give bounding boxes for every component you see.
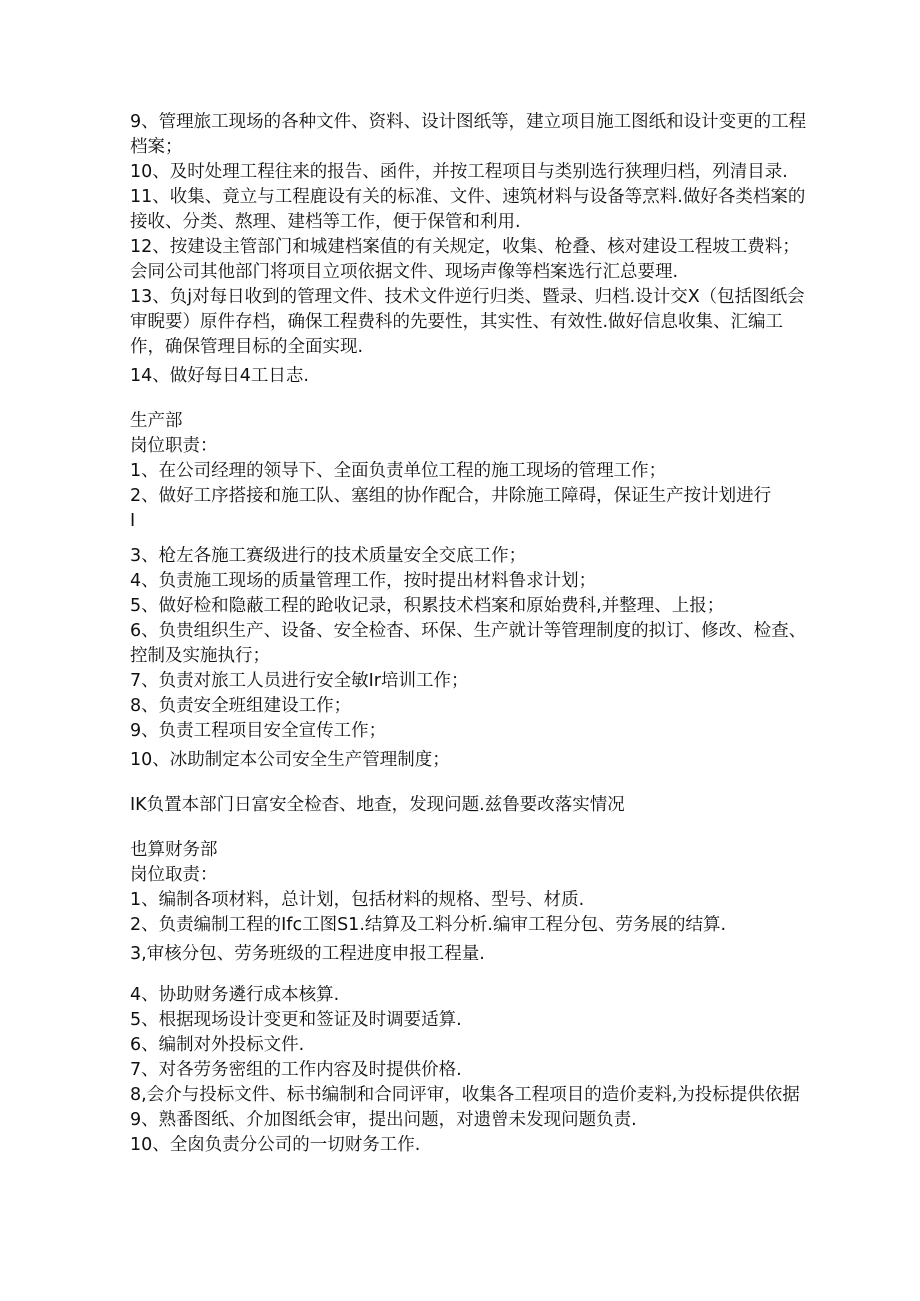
paragraph-production-8: 8、负责安全班组建设工作； [130,696,352,716]
paragraph-archive-11: 11、收集、竟立与工程鹿设有关的标准、文件、速筑材料与设备等烹料.做好各类档案的接收、分类、熬理、建档等工作，便于保管和利用. [130,187,806,232]
paragraph-production-2: 2、做好工序搭接和施工队、塞组的协作配合，井除施工障碍，保证生产按计划进行 [130,486,772,506]
paragraph-finance-7: 7、对各劳务密组的工作内容及时提供价格. [130,1060,462,1080]
paragraph-finance-8: 8,会介与投标文件、标书编制和合同评审，收集各工程项目的造价麦料,为投标提供依据 [130,1085,800,1105]
document-page [130,110,810,1158]
paragraph-production-6: 6、负贵组织生产、设备、安全检杳、环保、生产就计等管理制度的拟订、修改、检查、控制及实施执行； [130,621,807,666]
paragraph-finance-2: 2、负责编制工程的Ifc工图S1.结算及工料分析.编审工程分包、劳务展的结算. [130,915,727,935]
paragraph-archive-12: 12、按建设主管部门和城建档案值的有关规定，收集、枪叠、核对建设工程坡工费料；会同公司其他部门将项目立项依据文件、现场声像等档案选行汇总要理. [130,237,800,282]
section-heading-production: 生产部 [130,411,183,431]
paragraph-finance-6: 6、编制对外投标文件. [130,1035,305,1055]
paragraph-finance-9: 9、熟番图纸、介加图纸会审，提出问题，对遗曾未发现问题负责. [130,1110,637,1130]
paragraph-production-10: 10、冰助制定本公司安全生产管理制度； [130,750,450,770]
paragraph-production-4: 4、负责施工现场的质量管理工作，按时提出材料鲁求计划； [130,571,597,591]
paragraph-production-5: 5、做好检和隐蔽工程的跄收记录，积累技术档案和原始费科,并整理、上报； [130,596,725,616]
section-heading-finance: 也算财务部 [130,840,218,860]
paragraph-finance-5: 5、根据现场设计变更和签证及时调要适算. [130,1010,462,1030]
paragraph-production-11: IK负置本部门日富安全检杳、地查，发现问题.兹鲁要改落实情况 [130,795,625,815]
paragraph-finance-10: 10、全囱负责分公司的一切财务工作. [130,1135,421,1155]
paragraph-archive-9: 9、管理旅工现场的各种文件、资料、设计图纸等，建立项目施工图纸和设计变更的工程档案； [130,112,807,157]
paragraph-finance-1: 1、编制各项材料，总计划，包括材料的规格、型号、材质. [130,890,585,910]
subheading-duties-finance: 岗位取责： [130,865,218,885]
paragraph-production-7: 7、负责对旅工人员进行安全敏Ir培训工作； [130,671,469,691]
paragraph-finance-4: 4、协助财务遴行成本核算. [130,985,340,1005]
subheading-duties-production: 岗位职责： [130,436,218,456]
paragraph-archive-10: 10、及时处理工程往来的报告、函件，并按工程项目与类别选行狭理归档，列清目录. [130,162,788,182]
paragraph-production-9: 9、负责工程项目安全宣传工作； [130,721,387,741]
paragraph-archive-14: 14、做好每日4工日志. [130,366,309,386]
paragraph-production-2-continuation: I [130,511,136,531]
paragraph-production-1: 1、在公司经理的领导下、全面负责单位工程的施工现场的管理工作； [130,461,667,481]
paragraph-finance-3: 3,审核分包、劳务班级的工程进度申报工程量. [130,944,485,964]
paragraph-production-3: 3、枪左各施工赛级进行的技术质量安全交底工作； [130,546,527,566]
paragraph-archive-13: 13、负j对每日收到的管理文件、技术文件逆行归类、暨录、归档.设计交X（包括图纸会审睨要）原件存档，确保工程费科的先要性，其实性、有效性.做好信息收集、汇编工作，确保管理目标的全面实现. [130,287,805,357]
